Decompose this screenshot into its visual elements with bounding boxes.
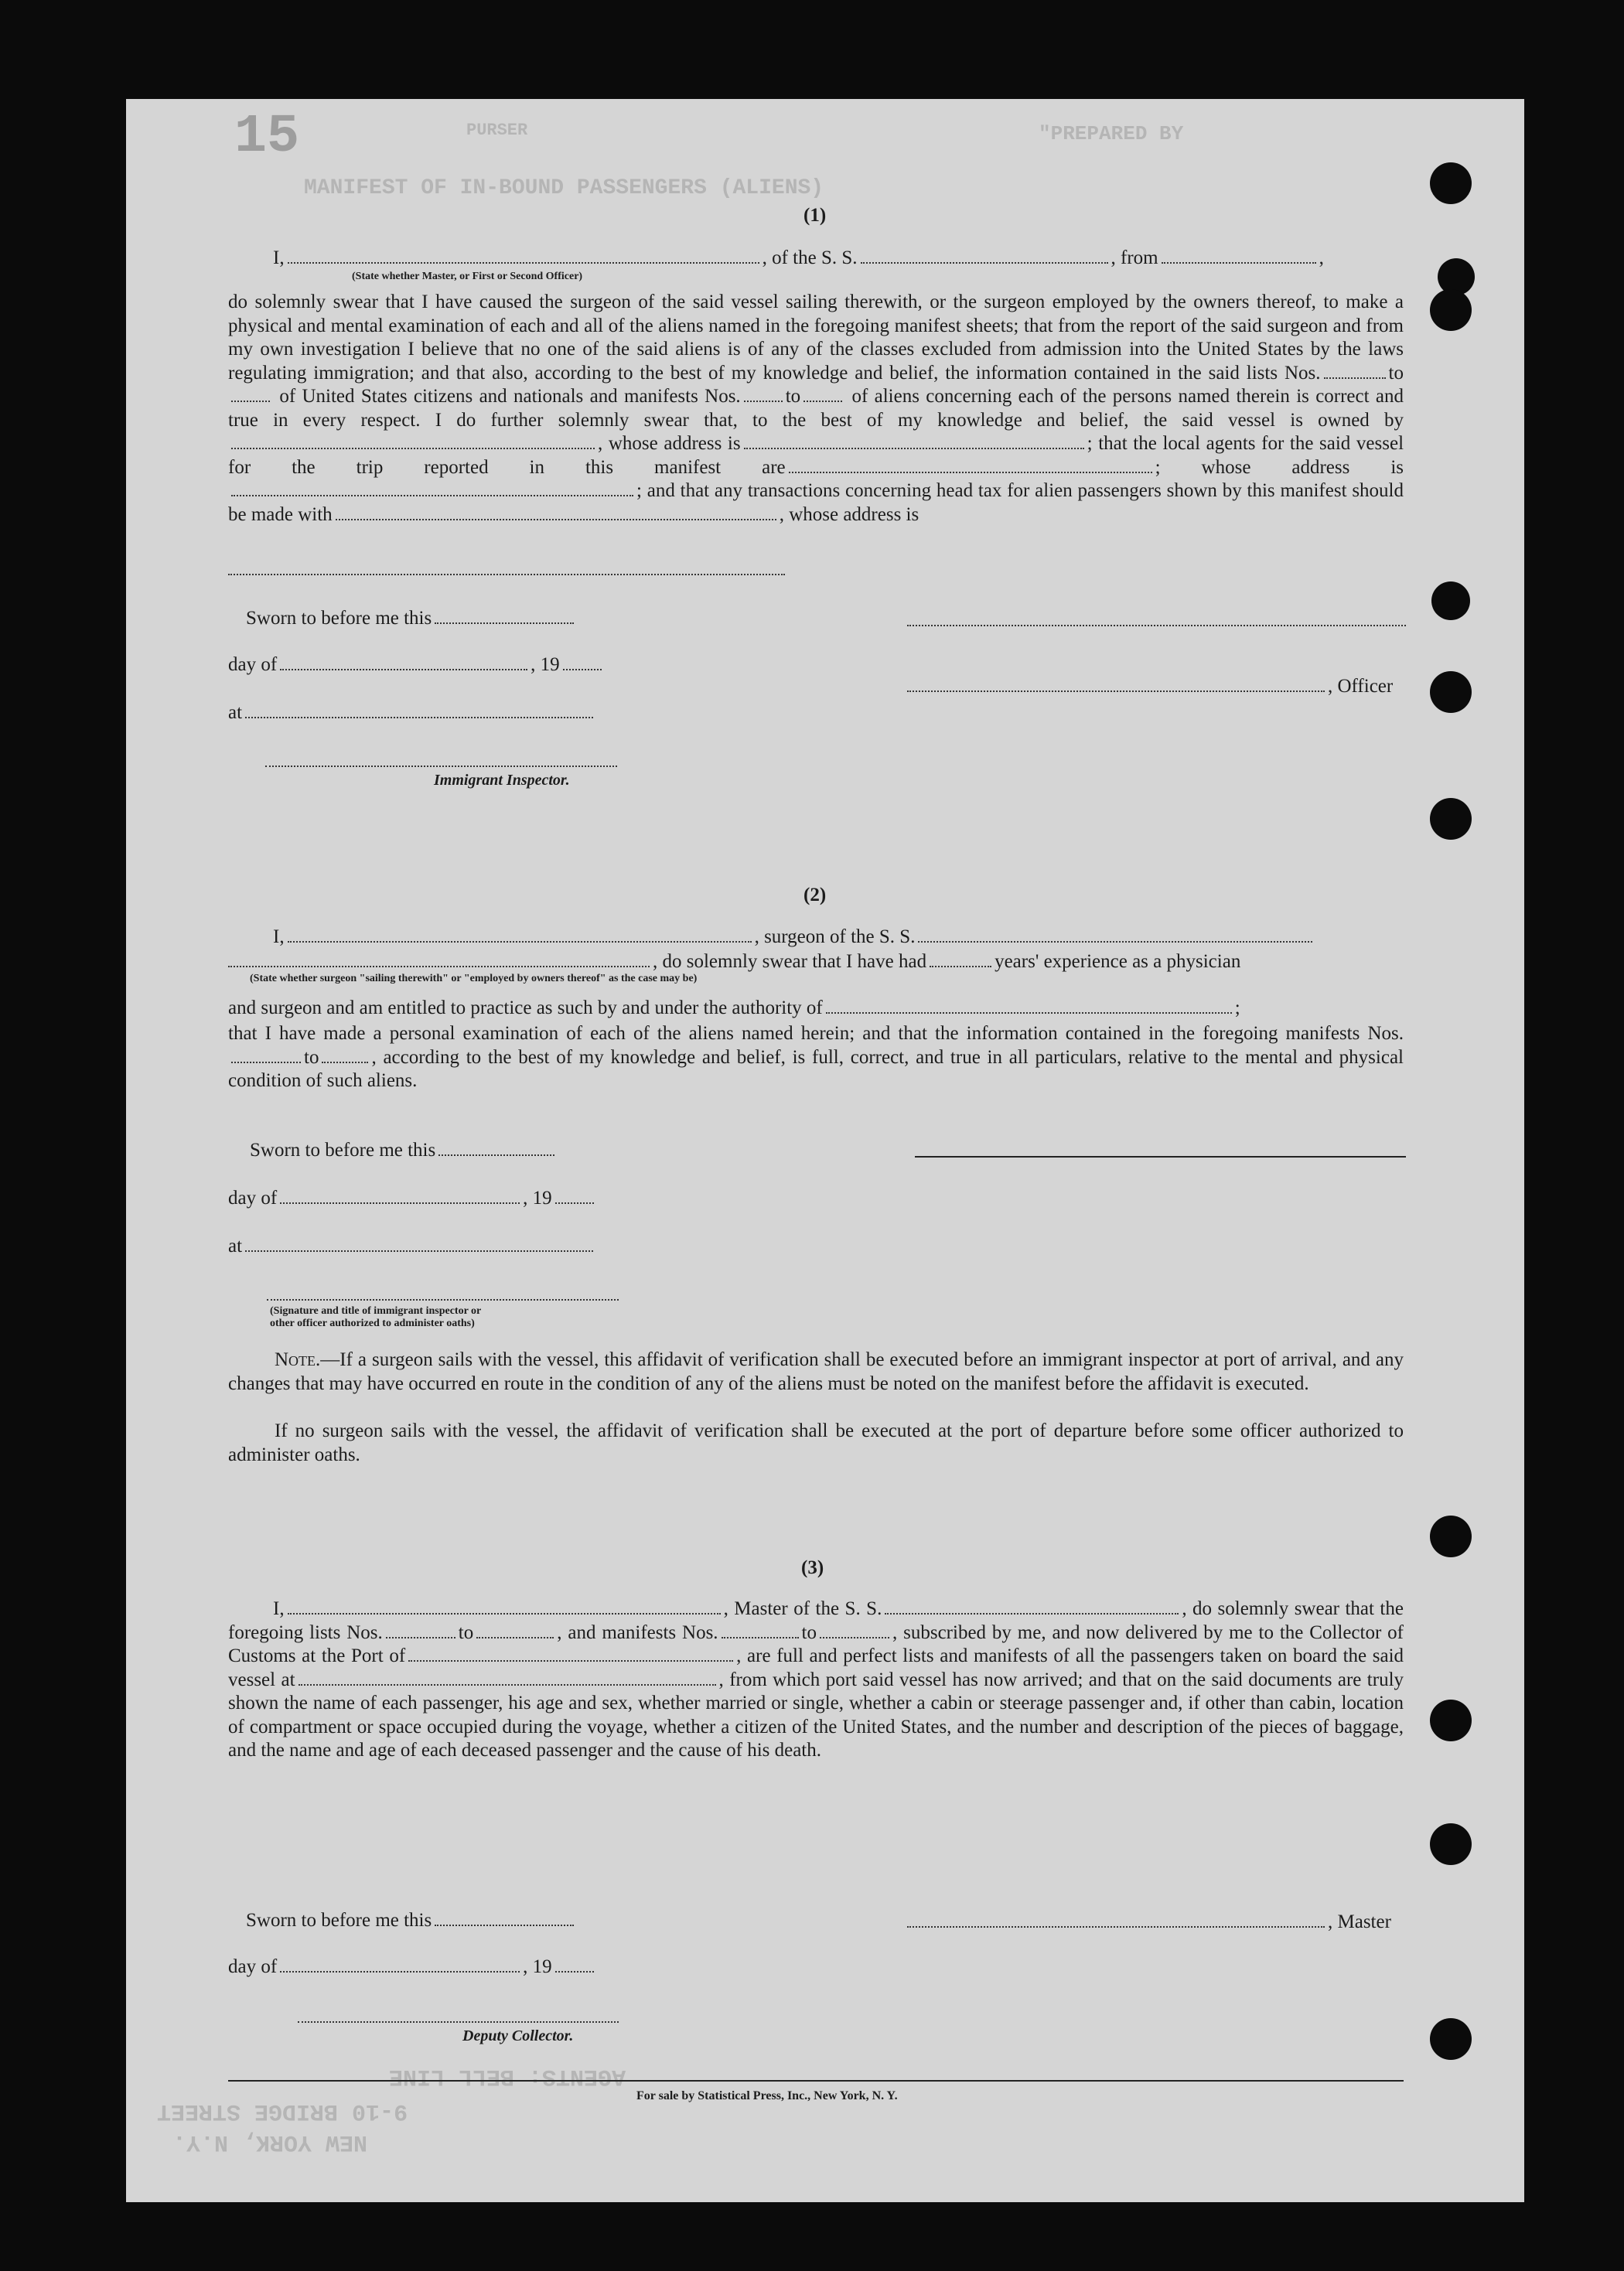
section-3-number: (3) xyxy=(801,1557,824,1578)
s1-head-tax-field[interactable] xyxy=(336,519,776,520)
s3-manifests-from-field[interactable] xyxy=(722,1637,799,1638)
s1-head-tax-text: ; and that any transactions concerning head tax for alien passengers shown by this manifest should be made with xyxy=(228,480,1404,525)
s3-i-label: I, xyxy=(273,1598,285,1619)
s1-head-tax-address-label: , whose address is xyxy=(779,503,919,525)
bleed-through-street: 9-10 BRIDGE STREET xyxy=(157,2098,408,2124)
s1-semicolon-2: ; xyxy=(1155,456,1161,478)
s2-sworn-day-field[interactable] xyxy=(438,1154,554,1156)
s2-vessel-field[interactable] xyxy=(918,941,1312,943)
s2-oath-line xyxy=(273,926,1315,948)
s1-body xyxy=(228,291,1404,527)
s2-signature-caption-2: other officer authorized to administer oaths) xyxy=(270,1318,475,1329)
s1-whose-address-label: , whose address is xyxy=(598,433,741,454)
s1-semicolon: ; xyxy=(1087,433,1093,454)
note-label: Note. xyxy=(275,1349,321,1370)
s1-agents-text: that the local agents for the said vessel for the trip reported in this manifest are xyxy=(228,433,1404,478)
note-text-2: If no surgeon sails with the vessel, the affidavit of verification shall be executed at the port of departure before some officer authorized to administer oaths. xyxy=(228,1420,1404,1465)
s1-manifests-to-field[interactable] xyxy=(803,401,842,402)
s2-place-field[interactable] xyxy=(245,1250,593,1252)
s1-place-field[interactable] xyxy=(245,717,593,718)
s2-years-field[interactable] xyxy=(930,966,991,967)
s3-master-signature-field[interactable] xyxy=(907,1926,1325,1928)
s1-lists-from-field[interactable] xyxy=(1324,377,1386,379)
punch-hole xyxy=(1431,581,1470,620)
s1-body-text: do solemnly swear that I have caused the surgeon of the said vessel sailing therewith, or the surgeon employed by the owners thereof, to make a physical and mental examination of each and all of the aliens named in the foregoing manifest sheets; that from the report of the said surgeon and from my own investigation I believe that no one of the said aliens is of any of the classes excluded from admission into the United States by the laws regulating immigration; and that also, according to the best of my knowledge and belief, the information contained in the said lists Nos. xyxy=(228,292,1404,384)
s3-manifests-all-label: manifests of all the passengers taken on board the said vessel at xyxy=(228,1645,1404,1690)
section-1-number: (1) xyxy=(803,205,827,226)
s1-lists-to-field[interactable] xyxy=(231,401,270,402)
s2-swear-label: , do solemnly swear that I have had xyxy=(653,951,927,972)
s1-oath-line xyxy=(273,247,1324,269)
s1-month-field[interactable] xyxy=(280,669,527,670)
s1-citizens-text: of United States citizens and nationals and manifests Nos. xyxy=(279,386,741,407)
bleed-through-city: NEW YORK, N.Y. xyxy=(172,2129,368,2155)
s2-sailing-caption: (State whether surgeon "sailing therewith" or "employed by owners thereof" as the case may be) xyxy=(250,973,698,984)
s3-year-label: , 19 xyxy=(523,1956,552,1977)
s1-sworn-line xyxy=(246,608,577,629)
s3-year-field[interactable] xyxy=(555,1971,594,1973)
s2-at-label: at xyxy=(228,1236,243,1257)
s3-swear-lists-label: swear that the foregoing lists Nos. xyxy=(228,1598,1404,1643)
s1-from-label: , from xyxy=(1111,247,1158,268)
s3-to-label-2: to xyxy=(801,1621,817,1643)
s1-sworn-day-field[interactable] xyxy=(435,622,574,624)
s3-full-perfect-label: , are full and perfect lists and xyxy=(736,1645,968,1666)
manifest-page xyxy=(126,99,1524,2202)
s2-signature-caption-1: (Signature and title of immigrant inspector or xyxy=(270,1305,482,1317)
bleed-through-purser: PURSER xyxy=(466,121,528,140)
s3-master-of-label: , Master of the S. S. xyxy=(723,1598,882,1619)
bleed-through-title: MANIFEST OF IN-BOUND PASSENGERS (ALIENS) xyxy=(304,176,824,200)
punch-hole xyxy=(1430,798,1472,840)
s3-master-label: , Master xyxy=(1328,1911,1391,1932)
note-text-1: —If a surgeon sails with the vessel, this affidavit of verification shall be executed before an immigrant inspector at port of arrival, and any changes that may have occurred en route in the condition of any of the aliens must be noted on the manifest before the affidavit is executed. xyxy=(228,1349,1404,1394)
s1-to-label: to xyxy=(1388,362,1404,384)
s3-delivered-label: delivered by me to the Collector of Customs at the Port of xyxy=(228,1621,1404,1666)
s1-officer-caption: (State whether Master, or First or Second Officer) xyxy=(352,271,583,282)
punch-hole xyxy=(1430,1823,1472,1865)
s2-manifests-to-field[interactable] xyxy=(322,1062,368,1063)
s3-and-manifests-label: , and manifests Nos. xyxy=(557,1621,718,1643)
s2-authority-field[interactable] xyxy=(826,1012,1232,1014)
s2-body-text-2: , according to the best of my knowledge and belief, is full, correct, and true in all particulars, relative to the mental and physical condition of such aliens. xyxy=(228,1046,1404,1091)
s3-sworn-label: Sworn to before me this xyxy=(246,1910,432,1931)
s1-comma: , xyxy=(1319,247,1324,268)
s2-to-label: to xyxy=(304,1046,319,1068)
s3-lists-from-field[interactable] xyxy=(386,1637,455,1638)
s3-do-solemnly-label: , do solemnly xyxy=(1182,1598,1289,1619)
s1-officer-name-field[interactable] xyxy=(907,691,1325,692)
s3-port-field[interactable] xyxy=(408,1660,733,1662)
s2-note xyxy=(228,1349,1404,1396)
s2-year-field[interactable] xyxy=(555,1202,594,1204)
s3-collector-signature-field[interactable] xyxy=(298,2021,619,2023)
s2-surgeon-signature-line[interactable] xyxy=(915,1156,1406,1158)
s1-at-line xyxy=(228,702,596,724)
s3-vessel-field[interactable] xyxy=(885,1613,1179,1615)
s3-master-name-field[interactable] xyxy=(288,1613,721,1615)
s2-day-of-label: day of xyxy=(228,1188,278,1209)
s1-owner-address-field[interactable] xyxy=(744,448,1084,449)
punch-hole xyxy=(1430,1516,1472,1557)
s2-officer-signature-field[interactable] xyxy=(267,1299,619,1301)
s1-agent-address-field[interactable] xyxy=(231,495,633,496)
s3-lists-to-field[interactable] xyxy=(476,1637,554,1638)
s2-note-2 xyxy=(228,1420,1404,1467)
s2-sailing-field[interactable] xyxy=(228,966,650,967)
s3-subscribed-label: , subscribed by me, and now xyxy=(892,1621,1120,1643)
s2-i-label: I, xyxy=(273,926,285,947)
s1-officer-label: , Officer xyxy=(1328,676,1394,697)
s1-owned-text: of aliens concerning each of the persons named therein is correct and true in every respect. I do further solemnly swear that, to the best of my knowledge and belief, the said vessel is owned by xyxy=(228,386,1404,431)
s2-year-label: , 19 xyxy=(523,1188,552,1209)
s1-to-label-2: to xyxy=(785,386,801,407)
bleed-through-agents: AGENTS: BELL LINE xyxy=(389,2063,626,2089)
s1-manifests-from-field[interactable] xyxy=(744,401,783,402)
s3-embark-port-field[interactable] xyxy=(299,1684,716,1686)
s1-inspector-caption: Immigrant Inspector. xyxy=(434,772,570,789)
s3-sworn-day-field[interactable] xyxy=(435,1925,574,1926)
s1-day-of-label: day of xyxy=(228,654,278,675)
footer-printer: For sale by Statistical Press, Inc., New York, N. Y. xyxy=(636,2089,898,2102)
s2-surgeon-name-field[interactable] xyxy=(288,941,752,943)
s3-body xyxy=(228,1598,1404,1763)
s3-day-of-label: day of xyxy=(228,1956,278,1977)
punch-hole xyxy=(1430,1700,1472,1741)
s2-manifests-from-field[interactable] xyxy=(231,1062,301,1063)
s1-officer-line xyxy=(907,676,1393,697)
s1-agents-field[interactable] xyxy=(789,472,1152,473)
footer-rule xyxy=(228,2080,1404,2082)
s1-port-field[interactable] xyxy=(1162,262,1316,264)
s1-owner-field[interactable] xyxy=(231,448,595,449)
s1-of-ss-label: , of the S. S. xyxy=(762,247,858,268)
bleed-through-page-number: 15 xyxy=(234,107,300,168)
s1-day-line xyxy=(228,654,605,676)
s1-i-label: I, xyxy=(273,247,285,268)
s3-manifests-to-field[interactable] xyxy=(820,1637,889,1638)
s2-authority-label: and surgeon and am entitled to practice as such by and under the authority of xyxy=(228,997,823,1018)
s1-head-tax-address-field[interactable] xyxy=(228,574,785,575)
s1-vessel-field[interactable] xyxy=(861,262,1108,264)
section-2-number: (2) xyxy=(803,885,827,905)
s1-officer-signature-line[interactable] xyxy=(907,625,1406,626)
bleed-through-prepared: "PREPARED BY xyxy=(1039,122,1184,145)
punch-hole xyxy=(1430,162,1472,204)
s1-at-label: at xyxy=(228,702,243,723)
s1-officer-field[interactable] xyxy=(288,262,759,264)
s2-at-line xyxy=(228,1236,596,1257)
s1-sworn-label: Sworn to before me this xyxy=(246,608,432,629)
punch-hole xyxy=(1430,289,1472,331)
punch-hole xyxy=(1430,2018,1472,2060)
s3-month-field[interactable] xyxy=(280,1971,520,1973)
s2-month-field[interactable] xyxy=(280,1202,520,1204)
s2-day-line xyxy=(228,1188,597,1209)
s3-body-text: port said vessel has now arrived; and that on the said documents are truly shown the name of each passenger, his age and sex, whether married or single, whether a cabin or steerage passenger and, if other than cabin, location of compartment or space occupied during the voyage, whether a citizen of the United States, and the number and description of the pieces of baggage, and the name and age of each deceased passenger and the cause of his death. xyxy=(228,1669,1404,1761)
s1-whose-address-text: whose address is xyxy=(1201,456,1404,478)
s2-semicolon: ; xyxy=(1234,997,1240,1018)
s3-day-line xyxy=(228,1956,597,1978)
s2-sworn-line xyxy=(250,1140,558,1161)
s3-sworn-line xyxy=(246,1910,577,1932)
s2-surgeon-label: , surgeon of the S. S. xyxy=(754,926,916,947)
s2-body xyxy=(228,1022,1404,1093)
s3-deputy-caption: Deputy Collector. xyxy=(462,2027,574,2044)
s2-years-label: years' experience as a physician xyxy=(995,951,1241,972)
s2-sworn-label: Sworn to before me this xyxy=(250,1140,436,1161)
s1-year-label: , 19 xyxy=(531,654,560,675)
s1-inspector-signature-field[interactable] xyxy=(265,766,617,767)
s3-from-which-label: , from which xyxy=(718,1669,821,1690)
punch-hole xyxy=(1430,671,1472,713)
s3-to-label: to xyxy=(458,1621,474,1643)
s2-swear-line xyxy=(228,951,1240,973)
s3-master-line xyxy=(907,1911,1391,1933)
s2-body-text: that I have made a personal examination of each of the aliens named herein; and that the information contained in the foregoing manifests Nos. xyxy=(228,1023,1404,1044)
s2-authority-line xyxy=(228,997,1240,1019)
s1-year-field[interactable] xyxy=(563,669,602,670)
